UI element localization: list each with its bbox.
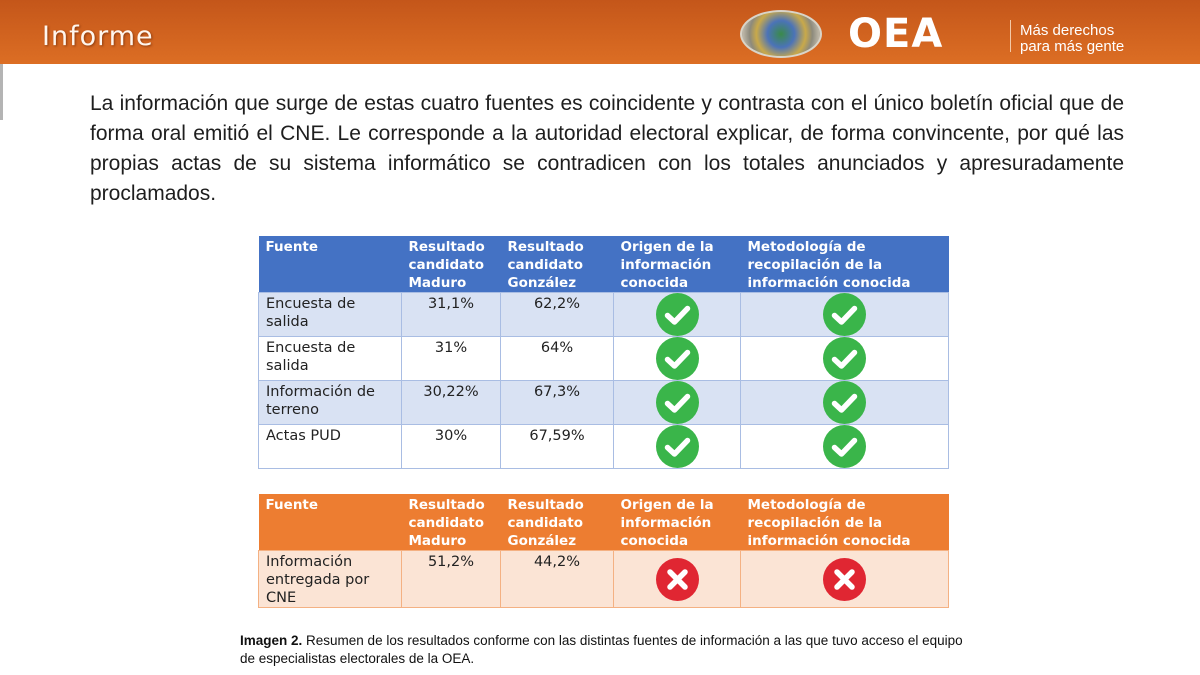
cell-origen	[614, 337, 741, 381]
check-icon	[823, 425, 866, 468]
check-icon	[656, 337, 699, 380]
check-icon	[823, 293, 866, 336]
tagline-line-2: para más gente	[1020, 38, 1125, 55]
cell-metodologia	[741, 293, 949, 337]
col-header-origen: Origen de la información conocida	[614, 236, 741, 293]
table-header-row	[259, 236, 949, 293]
oas-seal-icon	[740, 10, 822, 58]
caption-label: Imagen 2.	[240, 633, 303, 648]
cell-origen	[614, 293, 741, 337]
check-icon	[656, 381, 699, 424]
table-row	[259, 293, 949, 337]
figure-caption	[240, 632, 980, 668]
cell-maduro: 30,22%	[402, 381, 501, 425]
check-icon	[656, 425, 699, 468]
table-row	[259, 551, 949, 608]
col-header-gonzalez: Resultado candidato González	[501, 494, 614, 551]
cell-origen	[614, 381, 741, 425]
col-header-fuente: Fuente	[259, 236, 402, 293]
cne-source-table	[258, 494, 949, 608]
col-header-fuente: Fuente	[259, 494, 402, 551]
tagline-line-1: Más derechos	[1020, 22, 1115, 39]
col-header-origen: Origen de la información conocida	[614, 494, 741, 551]
cell-origen	[614, 425, 741, 469]
cell-maduro: 31%	[402, 337, 501, 381]
cell-fuente: Encuesta de salida	[259, 337, 402, 381]
cell-gonzalez: 67,59%	[501, 425, 614, 469]
check-icon	[656, 293, 699, 336]
cell-metodologia	[741, 551, 949, 608]
check-icon	[823, 337, 866, 380]
body-paragraph: La información que surge de estas cuatro fuentes es coincidente y contrasta con el único boletín oficial que de forma oral emitió el CNE. Le corresponde a la autoridad electoral explicar, de forma convincente, por qué las propias actas de su sistema informático se contradicen con los totales anunciados y apresuradamente proclamados.	[90, 92, 1124, 205]
cell-fuente: Información de terreno	[259, 381, 402, 425]
cell-maduro: 31,1%	[402, 293, 501, 337]
table-row	[259, 381, 949, 425]
header-title: Informe	[42, 21, 154, 52]
col-header-metodologia: Metodología de recopilación de la información conocida	[741, 236, 949, 293]
col-header-maduro: Resultado candidato Maduro	[402, 236, 501, 293]
cell-metodologia	[741, 425, 949, 469]
col-header-maduro: Resultado candidato Maduro	[402, 494, 501, 551]
logo-divider	[1010, 20, 1011, 52]
cell-metodologia	[741, 381, 949, 425]
x-icon	[823, 558, 866, 601]
cell-fuente: Actas PUD	[259, 425, 402, 469]
cell-fuente: Información entregada por CNE	[259, 551, 402, 608]
check-icon	[823, 381, 866, 424]
oea-logo-text: OEA	[848, 11, 944, 57]
cell-maduro: 51,2%	[402, 551, 501, 608]
page-edge-marker	[0, 64, 3, 120]
logo-tagline	[1020, 23, 1124, 55]
col-header-metodologia: Metodología de recopilación de la información conocida	[741, 494, 949, 551]
caption-text: Resumen de los resultados conforme con las distintas fuentes de información a las que tuvo acceso el equipo de especialistas electorales de la OEA.	[240, 633, 963, 666]
cell-metodologia	[741, 337, 949, 381]
table-row	[259, 425, 949, 469]
cell-gonzalez: 44,2%	[501, 551, 614, 608]
col-header-gonzalez: Resultado candidato González	[501, 236, 614, 293]
verified-sources-table	[258, 236, 949, 469]
x-icon	[656, 558, 699, 601]
cell-gonzalez: 64%	[501, 337, 614, 381]
cell-gonzalez: 67,3%	[501, 381, 614, 425]
table-header-row	[259, 494, 949, 551]
cell-origen	[614, 551, 741, 608]
cell-maduro: 30%	[402, 425, 501, 469]
report-header	[0, 0, 1200, 64]
cell-fuente: Encuesta de salida	[259, 293, 402, 337]
cell-gonzalez: 62,2%	[501, 293, 614, 337]
table-row	[259, 337, 949, 381]
